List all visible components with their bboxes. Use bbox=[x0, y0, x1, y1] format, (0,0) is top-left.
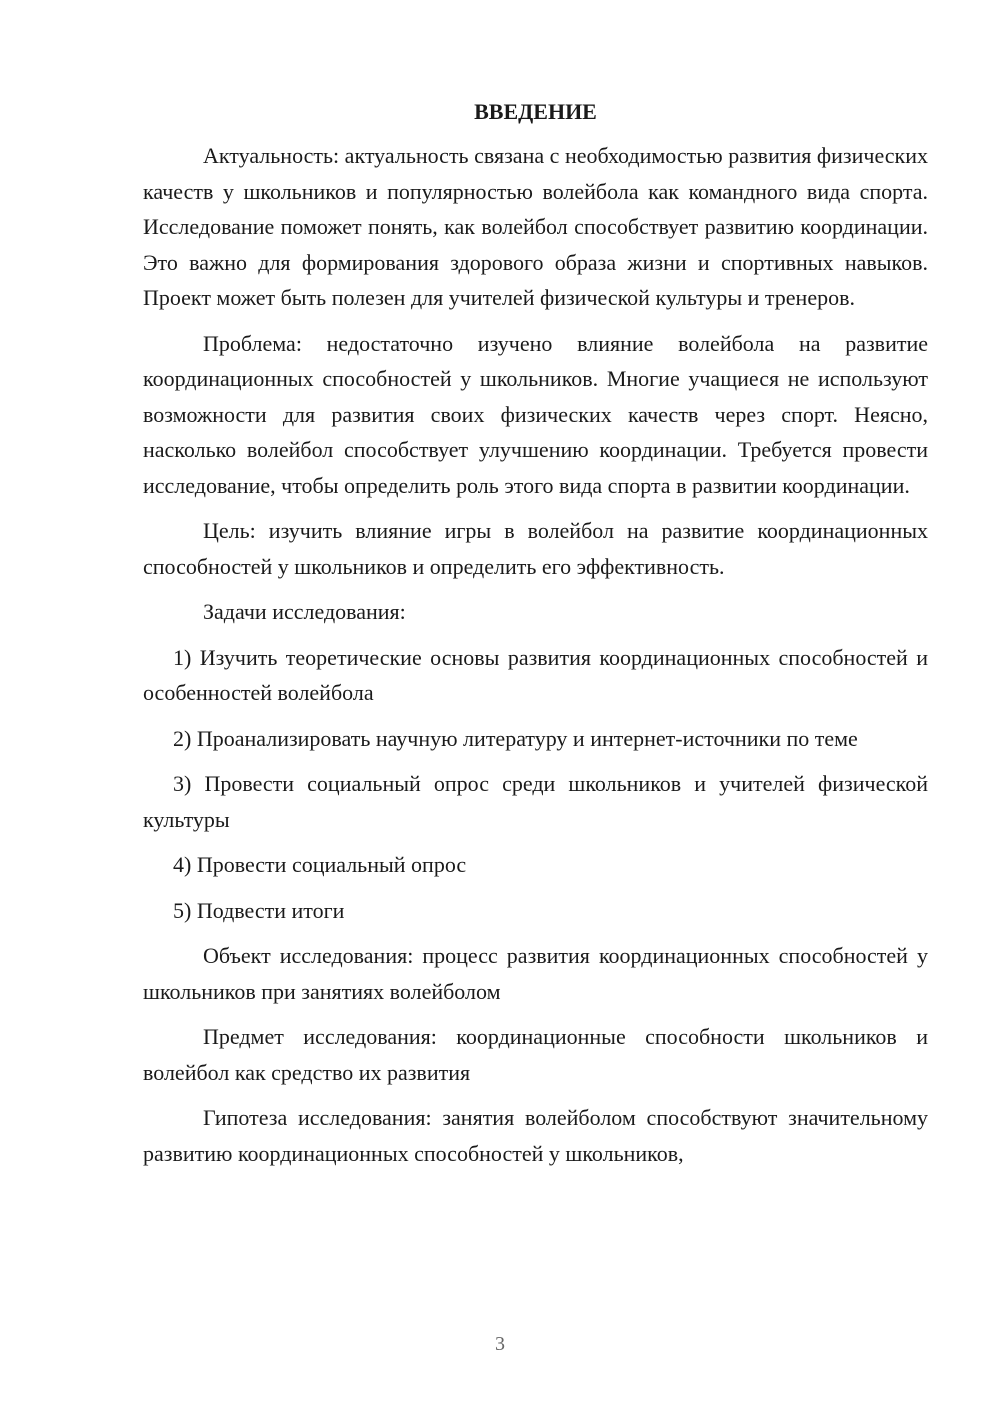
document-title: ВВЕДЕНИЕ bbox=[474, 99, 597, 124]
page-number: 3 bbox=[495, 1333, 505, 1355]
paragraph-relevance: Актуальность: актуальность связана с необходимостью развития физических качеств у школьников и популярностью волейбола как командного вида спорта. Исследование поможет понять, как волейбол способствует развитию координации. Это важно для формирования здорового образа жизни и спортивных навыков. Проект может быть полезен для учителей физической культуры и тренеров. bbox=[143, 143, 928, 310]
list-item-task-5: 5) Подвести итоги bbox=[173, 897, 345, 923]
paragraph-hypothesis: Гипотеза исследования: занятия волейболом способствуют значительному развитию координационных способностей у школьников, bbox=[143, 1105, 928, 1166]
paragraph-subject: Предмет исследования: координационные способности школьников и волейбол как средство их развития bbox=[143, 1024, 928, 1085]
paragraph-problem: Проблема: недостаточно изучено влияние волейбола на развитие координационных способностей у школьников. Многие учащиеся не используют возможности для развития своих физических качеств через спорт. Неясно, насколько волейбол способствует улучшению координации. Требуется провести исследование, чтобы определить роль этого вида спорта в развитии координации. bbox=[143, 330, 928, 498]
list-item-task-1: 1) Изучить теоретические основы развития координационных способностей и особенностей волейбола bbox=[143, 644, 928, 705]
paragraph-goal: Цель: изучить влияние игры в волейбол на развитие координационных способностей у школьников и определить его эффективность. bbox=[143, 518, 928, 579]
list-item-task-4: 4) Провести социальный опрос bbox=[173, 852, 467, 877]
paragraph-object: Объект исследования: процесс развития координационных способностей у школьников при занятиях волейболом bbox=[143, 943, 928, 1004]
list-item-task-2: 2) Проанализировать научную литературу и интернет-источники по теме bbox=[173, 725, 858, 751]
document-page bbox=[143, 96, 928, 1181]
tasks-heading: Задачи исследования: bbox=[203, 599, 406, 624]
list-item-task-3: 3) Провести социальный опрос среди школьников и учителей физической культуры bbox=[143, 771, 928, 832]
